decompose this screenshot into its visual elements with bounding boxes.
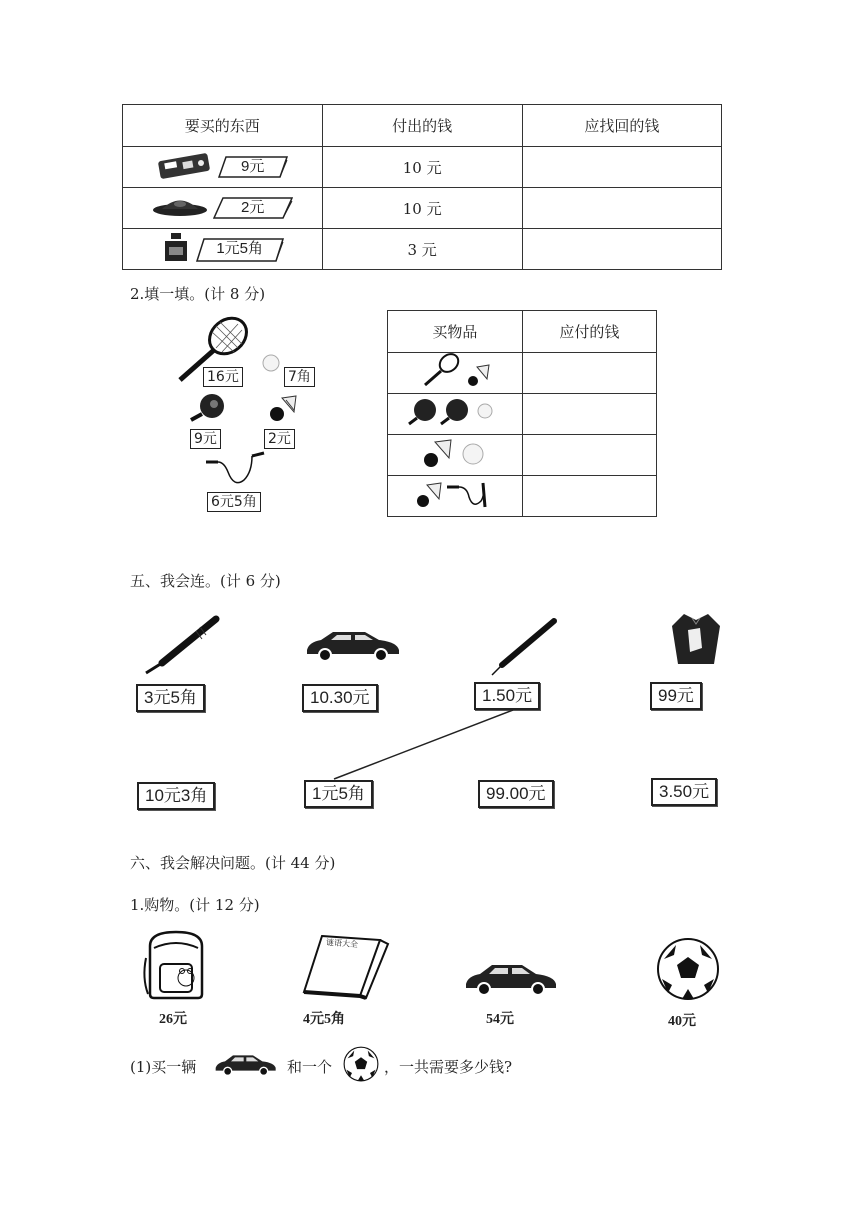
header-cost: 应付的钱 <box>522 311 656 353</box>
price-tag-text: 2元 <box>240 199 265 216</box>
soccer-ball-icon <box>656 937 720 1005</box>
header-item: 要买的东西 <box>123 105 323 147</box>
car-icon <box>462 960 558 1000</box>
price-label: 6元5角 <box>207 492 261 512</box>
price-label: 40元 <box>668 1014 696 1029</box>
price-label: 9元 <box>190 429 221 449</box>
price-box-top[interactable]: 1.50元 <box>474 682 540 710</box>
header-items: 买物品 <box>388 311 523 353</box>
section5-title: 五、我会连。(计 6 分) <box>130 572 281 590</box>
price-box-top[interactable]: 3元5角 <box>136 684 205 712</box>
price-tag-text: 1元5角 <box>216 240 263 257</box>
paid-cell: 3 元 <box>322 229 522 270</box>
paid-cell: 10 元 <box>322 188 522 229</box>
price-label: 16元 <box>203 367 243 387</box>
price-box-bottom[interactable]: 99.00元 <box>478 780 554 808</box>
price-box-bottom[interactable]: 1元5角 <box>304 780 373 808</box>
q2-title: 2.填一填。(计 8 分) <box>130 285 266 303</box>
book-cover-text: 谜语大全 <box>325 937 359 950</box>
question-middle: 和一个 <box>287 1058 333 1076</box>
price-box-bottom[interactable]: 10元3角 <box>137 782 215 810</box>
price-box-top[interactable]: 99元 <box>650 682 702 710</box>
header-change: 应找回的钱 <box>522 105 721 147</box>
q1-title: 1.购物。(计 12 分) <box>130 896 260 914</box>
backpack-icon <box>140 928 212 1006</box>
paid-cell: 10 元 <box>322 147 522 188</box>
price-label: 2元 <box>264 429 295 449</box>
price-box-bottom[interactable]: 3.50元 <box>651 778 717 806</box>
price-tag-text: 9元 <box>240 158 265 175</box>
price-label: 54元 <box>486 1012 514 1027</box>
soccer-ball-icon <box>343 1046 379 1086</box>
car-icon <box>213 1052 277 1080</box>
question-prefix: (1)买一辆 <box>130 1058 197 1076</box>
question-suffix: ，一共需要多少钱? <box>384 1058 513 1076</box>
price-label: 7角 <box>284 367 315 387</box>
price-label: 26元 <box>159 1012 187 1027</box>
price-box-top[interactable]: 10.30元 <box>302 684 378 712</box>
section6-title: 六、我会解决问题。(计 44 分) <box>130 854 336 872</box>
header-paid: 付出的钱 <box>322 105 522 147</box>
price-label: 4元5角 <box>303 1012 345 1027</box>
